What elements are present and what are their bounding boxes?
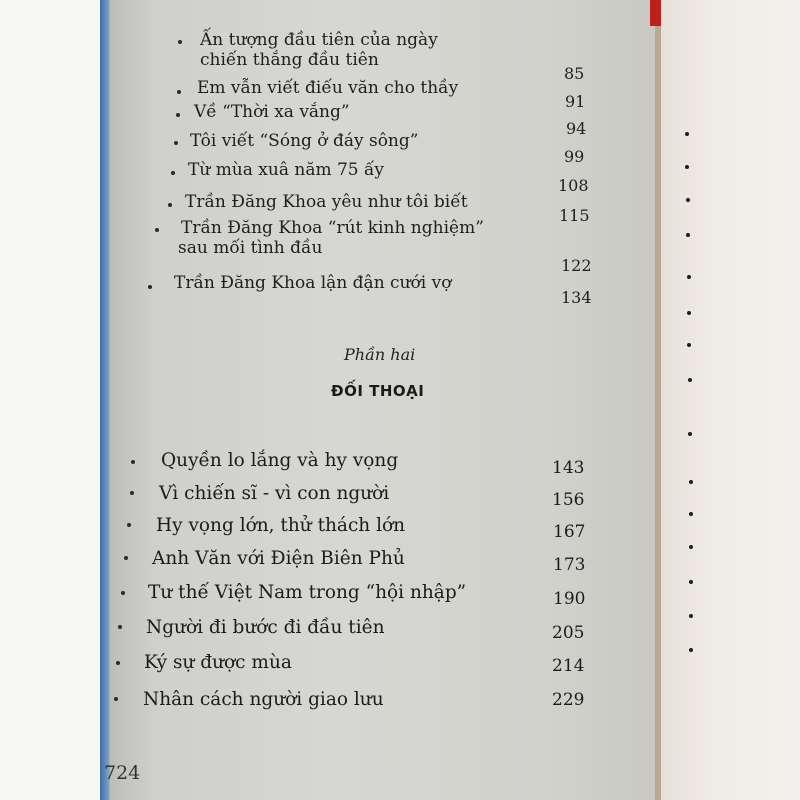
toc-page-number: 85 (564, 64, 585, 83)
toc-page-number: 94 (566, 119, 587, 138)
toc-page-number: 205 (552, 623, 585, 643)
toc-page-number: 134 (561, 288, 592, 307)
facing-page (661, 0, 800, 800)
toc-entry-title: Nhân cách người giao lưu (143, 689, 384, 710)
page-number: 724 (104, 762, 141, 784)
toc-entry-title: Trần Đăng Khoa yêu như tôi biết (185, 192, 468, 212)
part-label: Phần hai (344, 345, 416, 364)
part-title: ĐỐI THOẠI (331, 382, 425, 400)
toc-entry-title: Ấn tượng đầu tiên của ngày (200, 30, 438, 50)
toc-entry-title: Về “Thời xa vắng” (194, 102, 350, 122)
toc-page-number: 190 (553, 589, 586, 609)
toc-page-number: 143 (552, 458, 585, 478)
toc-entry-title: Ký sự được mùa (144, 652, 292, 673)
toc-bullet (178, 40, 182, 44)
leader-dot (689, 480, 693, 484)
toc-bullet (124, 556, 128, 560)
toc-bullet (168, 203, 172, 207)
leader-dot (687, 311, 691, 315)
leader-dot (689, 648, 693, 652)
toc-entry-title: Trần Đăng Khoa “rút kinh nghiệm” (181, 218, 484, 238)
toc-entry-title: Hy vọng lớn, thử thách lớn (156, 515, 406, 536)
toc-page-number: 173 (553, 555, 586, 575)
toc-page-number: 229 (552, 690, 585, 710)
toc-entry-title: Tôi viết “Sóng ở đáy sông” (190, 131, 419, 151)
leader-dot (686, 198, 690, 202)
toc-page-number: 91 (565, 92, 586, 111)
leader-dot (688, 432, 692, 436)
leader-dot (689, 580, 693, 584)
toc-entry-title: Quyền lo lắng và hy vọng (161, 450, 399, 471)
toc-bullet (116, 661, 120, 665)
toc-entry-title: Vì chiến sĩ - vì con người (159, 483, 390, 504)
toc-bullet (114, 697, 118, 701)
toc-bullet (131, 460, 135, 464)
toc-bullet (177, 90, 181, 94)
leader-dot (689, 512, 693, 516)
leader-dot (687, 275, 691, 279)
toc-entry-title: Tư thế Việt Nam trong “hội nhập” (148, 582, 467, 603)
toc-entry-title: Em vẫn viết điếu văn cho thầy (197, 78, 459, 98)
toc-bullet (118, 625, 122, 629)
toc-bullet (130, 491, 134, 495)
toc-bullet (155, 228, 159, 232)
toc-bullet (171, 171, 175, 175)
leader-dot (685, 132, 689, 136)
toc-bullet (174, 141, 178, 145)
toc-page-number: 108 (558, 176, 589, 195)
leader-dot (685, 165, 689, 169)
toc-page-number: 167 (553, 522, 586, 542)
leader-dot (689, 614, 693, 618)
toc-page-number: 214 (552, 656, 585, 676)
leader-dot (687, 343, 691, 347)
toc-page-number: 99 (564, 147, 585, 166)
toc-bullet (127, 523, 131, 527)
leader-dot (689, 545, 693, 549)
toc-entry-title: Trần Đăng Khoa lận đận cưới vợ (174, 273, 452, 293)
toc-bullet (148, 285, 152, 289)
toc-page-number: 122 (561, 256, 592, 275)
toc-entry-title: chiến thắng đầu tiên (200, 50, 379, 70)
toc-entry-title: sau mối tình đầu (178, 238, 323, 258)
toc-page-number: 115 (559, 206, 590, 225)
toc-entry-title: Người đi bước đi đầu tiên (146, 617, 385, 638)
toc-bullet (121, 591, 125, 595)
toc-entry-title: Anh Văn với Điện Biên Phủ (152, 548, 405, 569)
toc-page-number: 156 (552, 490, 585, 510)
toc-entry-title: Từ mùa xuâ năm 75 ấy (188, 160, 385, 180)
left-background (0, 0, 100, 800)
leader-dot (686, 233, 690, 237)
toc-bullet (176, 113, 180, 117)
leader-dot (688, 378, 692, 382)
